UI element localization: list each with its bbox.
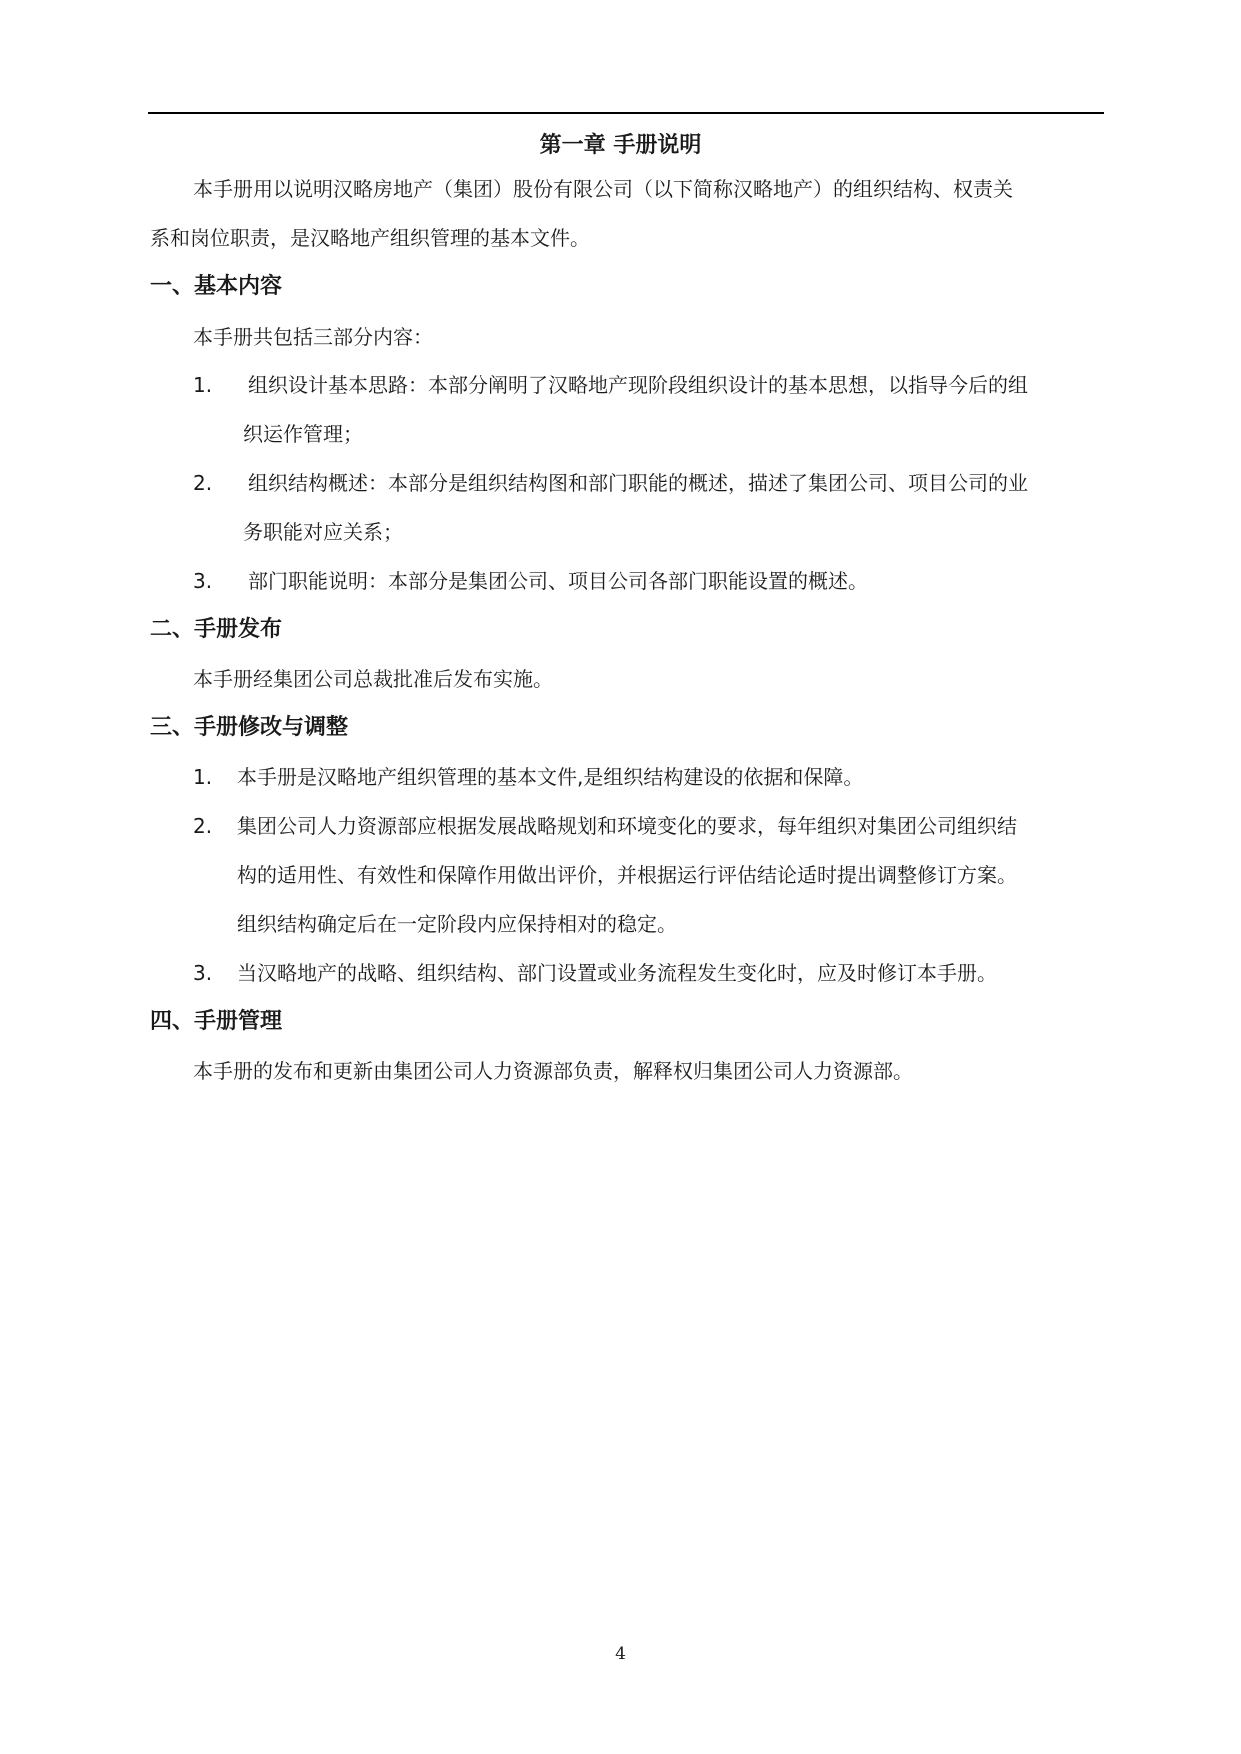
section1-lead: 本手册共包括三部分内容： [193,325,433,349]
list-number: 3. [193,569,213,593]
list-item-line: 组织结构确定后在一定阶段内应保持相对的稳定。 [237,912,677,936]
section-heading-basic-content: 一、基本内容 [150,274,283,299]
section4-text: 本手册的发布和更新由集团公司人力资源部负责，解释权归集团公司人力资源部。 [193,1059,913,1083]
intro-line-1: 本手册用以说明汉略房地产（集团）股份有限公司（以下简称汉略地产）的组织结构、权责关 [193,177,1013,201]
list-item-line: 本手册是汉略地产组织管理的基本文件,是组织结构建设的依据和保障。 [237,765,864,789]
section-heading-revision: 三、手册修改与调整 [150,715,349,740]
section-heading-publish: 二、手册发布 [150,617,283,642]
section2-text: 本手册经集团公司总裁批准后发布实施。 [193,667,553,691]
list-number: 2. [193,814,213,838]
list-item-line: 组织结构概述：本部分是组织结构图和部门职能的概述，描述了集团公司、项目公司的业 [248,471,1028,495]
intro-line-2: 系和岗位职责，是汉略地产组织管理的基本文件。 [150,226,590,250]
list-item-line: 当汉略地产的战略、组织结构、部门设置或业务流程发生变化时，应及时修订本手册。 [237,961,997,985]
list-item-line: 构的适用性、有效性和保障作用做出评价，并根据运行评估结论适时提出调整修订方案。 [237,863,1017,887]
list-item-line: 组织设计基本思路：本部分阐明了汉略地产现阶段组织设计的基本思想，以指导今后的组 [248,373,1028,397]
section-heading-management: 四、手册管理 [150,1009,283,1034]
list-number: 1. [193,765,213,789]
page-number: 4 [615,1644,626,1664]
list-item-line: 织运作管理； [243,422,363,446]
list-item-line: 务职能对应关系； [243,520,403,544]
list-number: 1. [193,373,213,397]
list-number: 3. [193,961,213,985]
list-number: 2. [193,471,213,495]
list-item-line: 集团公司人力资源部应根据发展战略规划和环境变化的要求，每年组织对集团公司组织结 [237,814,1017,838]
header-rule [148,112,1104,114]
chapter-title: 第一章 手册说明 [539,133,702,158]
list-item-line: 部门职能说明：本部分是集团公司、项目公司各部门职能设置的概述。 [248,569,868,593]
